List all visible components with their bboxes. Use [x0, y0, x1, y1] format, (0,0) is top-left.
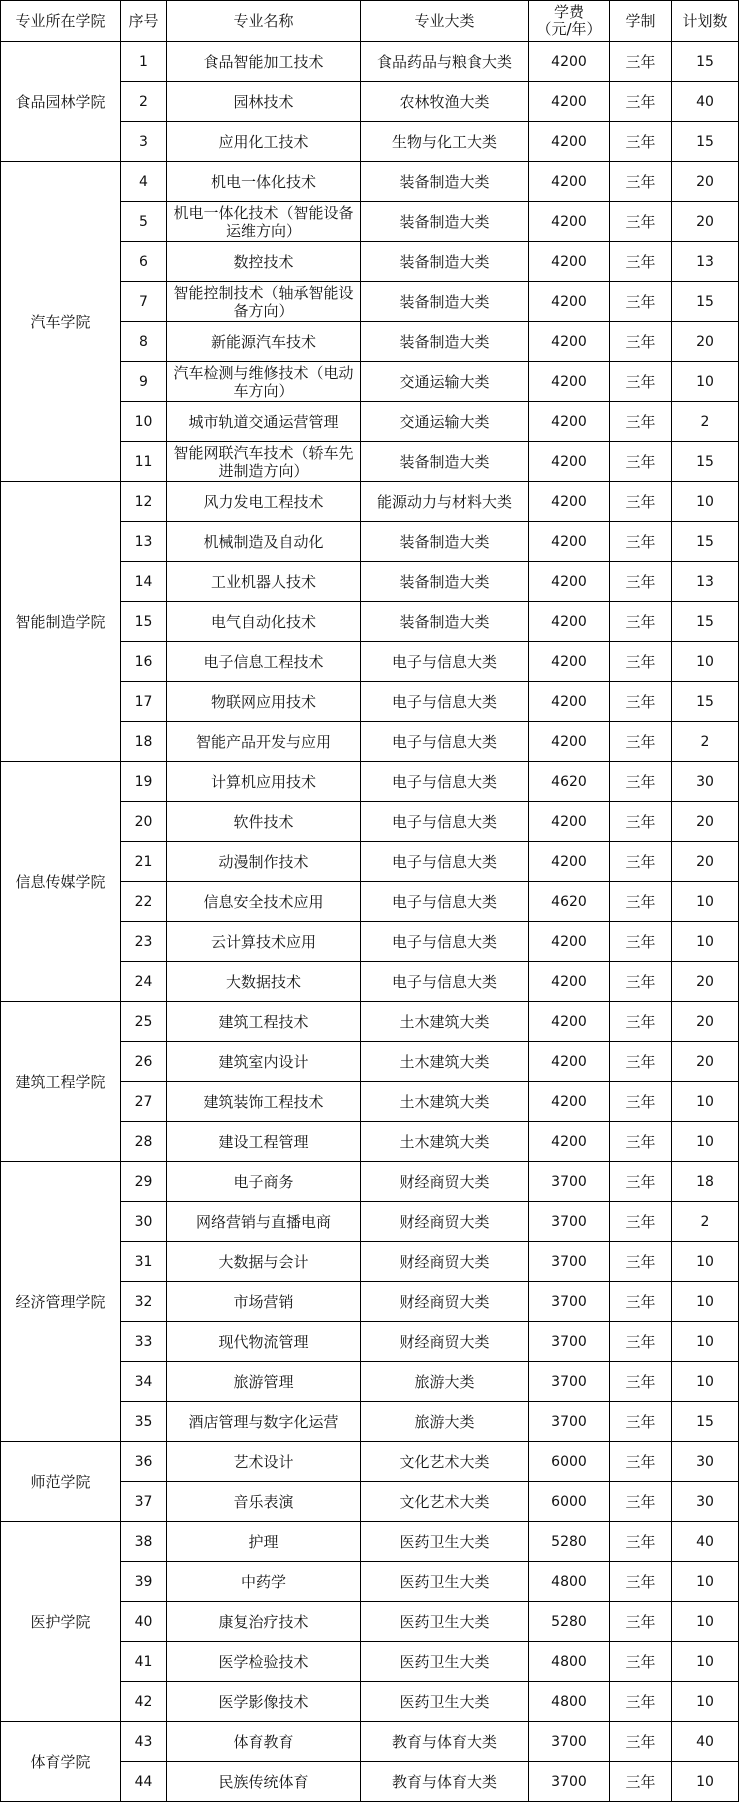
- seq-cell: 3: [121, 122, 167, 162]
- fee-cell: 3700: [529, 1362, 610, 1402]
- duration-cell: 三年: [610, 1202, 672, 1242]
- fee-cell: 4200: [529, 442, 610, 482]
- header-seq: 序号: [121, 1, 167, 42]
- seq-cell: 34: [121, 1362, 167, 1402]
- fee-cell: 3700: [529, 1402, 610, 1442]
- major-cell: 云计算技术应用: [167, 922, 361, 962]
- major-cell: 医学影像技术: [167, 1682, 361, 1722]
- fee-cell: 4200: [529, 42, 610, 82]
- seq-cell: 33: [121, 1322, 167, 1362]
- category-cell: 财经商贸大类: [361, 1282, 529, 1322]
- header-plan: 计划数: [672, 1, 739, 42]
- major-cell: 艺术设计: [167, 1442, 361, 1482]
- fee-cell: 4800: [529, 1642, 610, 1682]
- major-cell: 园林技术: [167, 82, 361, 122]
- fee-cell: 4800: [529, 1562, 610, 1602]
- major-cell: 旅游管理: [167, 1362, 361, 1402]
- category-cell: 电子与信息大类: [361, 922, 529, 962]
- college-cell: 建筑工程学院: [1, 1002, 121, 1162]
- major-cell: 物联网应用技术: [167, 682, 361, 722]
- seq-cell: 26: [121, 1042, 167, 1082]
- seq-cell: 35: [121, 1402, 167, 1442]
- major-cell: 工业机器人技术: [167, 562, 361, 602]
- plan-cell: 10: [672, 1082, 739, 1122]
- major-cell: 建设工程管理: [167, 1122, 361, 1162]
- major-cell: 体育教育: [167, 1722, 361, 1762]
- duration-cell: 三年: [610, 722, 672, 762]
- seq-cell: 14: [121, 562, 167, 602]
- plan-cell: 10: [672, 642, 739, 682]
- major-cell: 食品智能加工技术: [167, 42, 361, 82]
- plan-cell: 40: [672, 1522, 739, 1562]
- seq-cell: 21: [121, 842, 167, 882]
- category-cell: 电子与信息大类: [361, 842, 529, 882]
- duration-cell: 三年: [610, 1122, 672, 1162]
- category-cell: 文化艺术大类: [361, 1482, 529, 1522]
- duration-cell: 三年: [610, 842, 672, 882]
- seq-cell: 37: [121, 1482, 167, 1522]
- fee-cell: 4200: [529, 202, 610, 242]
- fee-cell: 4200: [529, 602, 610, 642]
- seq-cell: 32: [121, 1282, 167, 1322]
- category-cell: 电子与信息大类: [361, 882, 529, 922]
- plan-cell: 10: [672, 882, 739, 922]
- category-cell: 医药卫生大类: [361, 1562, 529, 1602]
- category-cell: 装备制造大类: [361, 202, 529, 242]
- duration-cell: 三年: [610, 522, 672, 562]
- duration-cell: 三年: [610, 1562, 672, 1602]
- seq-cell: 5: [121, 202, 167, 242]
- seq-cell: 10: [121, 402, 167, 442]
- duration-cell: 三年: [610, 162, 672, 202]
- table-row: [1, 482, 739, 522]
- plan-cell: 30: [672, 762, 739, 802]
- fee-cell: 4200: [529, 562, 610, 602]
- seq-cell: 23: [121, 922, 167, 962]
- major-cell: 大数据技术: [167, 962, 361, 1002]
- fee-cell: 4200: [529, 962, 610, 1002]
- category-cell: 能源动力与材料大类: [361, 482, 529, 522]
- major-cell: 护理: [167, 1522, 361, 1562]
- header-row: [1, 1, 739, 42]
- fee-cell: 4200: [529, 362, 610, 402]
- fee-cell: 3700: [529, 1722, 610, 1762]
- fee-cell: 4200: [529, 842, 610, 882]
- category-cell: 医药卫生大类: [361, 1642, 529, 1682]
- plan-cell: 10: [672, 362, 739, 402]
- seq-cell: 29: [121, 1162, 167, 1202]
- major-cell: 新能源汽车技术: [167, 322, 361, 362]
- duration-cell: 三年: [610, 402, 672, 442]
- seq-cell: 11: [121, 442, 167, 482]
- plan-cell: 2: [672, 1202, 739, 1242]
- duration-cell: 三年: [610, 1402, 672, 1442]
- seq-cell: 28: [121, 1122, 167, 1162]
- duration-cell: 三年: [610, 642, 672, 682]
- plan-cell: 10: [672, 1282, 739, 1322]
- header-fee: [529, 1, 610, 42]
- seq-cell: 12: [121, 482, 167, 522]
- category-cell: 医药卫生大类: [361, 1602, 529, 1642]
- category-cell: 土木建筑大类: [361, 1042, 529, 1082]
- header-college: 专业所在学院: [1, 1, 121, 42]
- major-cell: 机电一体化技术（智能设备运维方向）: [167, 202, 361, 242]
- fee-cell: 4800: [529, 1682, 610, 1722]
- seq-cell: 15: [121, 602, 167, 642]
- major-cell: 康复治疗技术: [167, 1602, 361, 1642]
- seq-cell: 22: [121, 882, 167, 922]
- seq-cell: 4: [121, 162, 167, 202]
- fee-cell: 4200: [529, 402, 610, 442]
- category-cell: 财经商贸大类: [361, 1162, 529, 1202]
- table-row: [1, 1522, 739, 1562]
- table-row: [1, 42, 739, 82]
- category-cell: 教育与体育大类: [361, 1722, 529, 1762]
- table-row: [1, 1162, 739, 1202]
- plan-cell: 20: [672, 202, 739, 242]
- duration-cell: 三年: [610, 1722, 672, 1762]
- duration-cell: 三年: [610, 1162, 672, 1202]
- fee-cell: 6000: [529, 1482, 610, 1522]
- fee-cell: 3700: [529, 1322, 610, 1362]
- major-cell: 中药学: [167, 1562, 361, 1602]
- table-row: [1, 1002, 739, 1042]
- major-cell: 智能控制技术（轴承智能设备方向）: [167, 282, 361, 322]
- plan-cell: 10: [672, 1242, 739, 1282]
- duration-cell: 三年: [610, 762, 672, 802]
- duration-cell: 三年: [610, 922, 672, 962]
- category-cell: 食品药品与粮食大类: [361, 42, 529, 82]
- major-cell: 音乐表演: [167, 1482, 361, 1522]
- seq-cell: 18: [121, 722, 167, 762]
- fee-cell: 3700: [529, 1282, 610, 1322]
- duration-cell: 三年: [610, 1762, 672, 1802]
- seq-cell: 43: [121, 1722, 167, 1762]
- college-cell: 食品园林学院: [1, 42, 121, 162]
- seq-cell: 40: [121, 1602, 167, 1642]
- duration-cell: 三年: [610, 962, 672, 1002]
- fee-cell: 4200: [529, 1082, 610, 1122]
- plan-cell: 10: [672, 922, 739, 962]
- category-cell: 电子与信息大类: [361, 682, 529, 722]
- fee-cell: 4200: [529, 122, 610, 162]
- major-cell: 城市轨道交通运营管理: [167, 402, 361, 442]
- table-row: [1, 762, 739, 802]
- major-cell: 计算机应用技术: [167, 762, 361, 802]
- college-cell: 医护学院: [1, 1522, 121, 1722]
- seq-cell: 39: [121, 1562, 167, 1602]
- fee-cell: 4200: [529, 682, 610, 722]
- fee-cell: 4200: [529, 242, 610, 282]
- plan-cell: 20: [672, 162, 739, 202]
- fee-cell: 4200: [529, 1042, 610, 1082]
- fee-cell: 3700: [529, 1762, 610, 1802]
- duration-cell: 三年: [610, 1282, 672, 1322]
- seq-cell: 9: [121, 362, 167, 402]
- category-cell: 生物与化工大类: [361, 122, 529, 162]
- college-cell: 汽车学院: [1, 162, 121, 482]
- category-cell: 电子与信息大类: [361, 722, 529, 762]
- fee-cell: 4620: [529, 762, 610, 802]
- seq-cell: 7: [121, 282, 167, 322]
- seq-cell: 27: [121, 1082, 167, 1122]
- plan-cell: 18: [672, 1162, 739, 1202]
- plan-cell: 15: [672, 122, 739, 162]
- major-cell: 机械制造及自动化: [167, 522, 361, 562]
- fee-cell: 3700: [529, 1202, 610, 1242]
- plan-cell: 30: [672, 1482, 739, 1522]
- fee-cell: 3700: [529, 1242, 610, 1282]
- major-cell: 大数据与会计: [167, 1242, 361, 1282]
- plan-cell: 15: [672, 442, 739, 482]
- duration-cell: 三年: [610, 1442, 672, 1482]
- header-duration: 学制: [610, 1, 672, 42]
- fee-cell: 4200: [529, 802, 610, 842]
- seq-cell: 31: [121, 1242, 167, 1282]
- duration-cell: 三年: [610, 1362, 672, 1402]
- plan-cell: 40: [672, 82, 739, 122]
- table-row: [1, 1722, 739, 1762]
- duration-cell: 三年: [610, 1242, 672, 1282]
- category-cell: 装备制造大类: [361, 442, 529, 482]
- plan-cell: 10: [672, 1642, 739, 1682]
- category-cell: 土木建筑大类: [361, 1002, 529, 1042]
- major-cell: 风力发电工程技术: [167, 482, 361, 522]
- plan-cell: 2: [672, 402, 739, 442]
- duration-cell: 三年: [610, 1002, 672, 1042]
- category-cell: 旅游大类: [361, 1402, 529, 1442]
- major-cell: 汽车检测与维修技术（电动车方向）: [167, 362, 361, 402]
- duration-cell: 三年: [610, 322, 672, 362]
- duration-cell: 三年: [610, 802, 672, 842]
- category-cell: 教育与体育大类: [361, 1762, 529, 1802]
- seq-cell: 25: [121, 1002, 167, 1042]
- seq-cell: 6: [121, 242, 167, 282]
- fee-cell: 5280: [529, 1602, 610, 1642]
- duration-cell: 三年: [610, 442, 672, 482]
- plan-cell: 10: [672, 482, 739, 522]
- duration-cell: 三年: [610, 1522, 672, 1562]
- category-cell: 文化艺术大类: [361, 1442, 529, 1482]
- fee-cell: 4200: [529, 922, 610, 962]
- college-cell: 师范学院: [1, 1442, 121, 1522]
- fee-cell: 4200: [529, 642, 610, 682]
- major-cell: 数控技术: [167, 242, 361, 282]
- category-cell: 财经商贸大类: [361, 1202, 529, 1242]
- category-cell: 装备制造大类: [361, 522, 529, 562]
- category-cell: 电子与信息大类: [361, 802, 529, 842]
- plan-cell: 15: [672, 602, 739, 642]
- category-cell: 装备制造大类: [361, 322, 529, 362]
- category-cell: 装备制造大类: [361, 282, 529, 322]
- plan-cell: 15: [672, 522, 739, 562]
- seq-cell: 13: [121, 522, 167, 562]
- duration-cell: 三年: [610, 1042, 672, 1082]
- fee-cell: 4200: [529, 522, 610, 562]
- major-cell: 智能网联汽车技术（轿车先进制造方向）: [167, 442, 361, 482]
- category-cell: 装备制造大类: [361, 562, 529, 602]
- plan-cell: 20: [672, 802, 739, 842]
- plan-cell: 10: [672, 1602, 739, 1642]
- major-cell: 智能产品开发与应用: [167, 722, 361, 762]
- duration-cell: 三年: [610, 1602, 672, 1642]
- duration-cell: 三年: [610, 122, 672, 162]
- duration-cell: 三年: [610, 362, 672, 402]
- major-cell: 建筑室内设计: [167, 1042, 361, 1082]
- seq-cell: 1: [121, 42, 167, 82]
- header-category: 专业大类: [361, 1, 529, 42]
- duration-cell: 三年: [610, 1082, 672, 1122]
- duration-cell: 三年: [610, 1322, 672, 1362]
- college-cell: 经济管理学院: [1, 1162, 121, 1442]
- major-cell: 电气自动化技术: [167, 602, 361, 642]
- table-body: [1, 42, 739, 1802]
- header-fee-line2: （元/年）: [536, 20, 602, 38]
- major-cell: 建筑装饰工程技术: [167, 1082, 361, 1122]
- seq-cell: 20: [121, 802, 167, 842]
- plan-cell: 15: [672, 1402, 739, 1442]
- fee-cell: 4200: [529, 162, 610, 202]
- plan-cell: 10: [672, 1122, 739, 1162]
- plan-cell: 13: [672, 242, 739, 282]
- category-cell: 交通运输大类: [361, 362, 529, 402]
- plan-cell: 15: [672, 42, 739, 82]
- category-cell: 装备制造大类: [361, 242, 529, 282]
- category-cell: 财经商贸大类: [361, 1242, 529, 1282]
- college-cell: 体育学院: [1, 1722, 121, 1802]
- duration-cell: 三年: [610, 242, 672, 282]
- major-cell: 软件技术: [167, 802, 361, 842]
- major-cell: 网络营销与直播电商: [167, 1202, 361, 1242]
- plan-cell: 13: [672, 562, 739, 602]
- major-cell: 建筑工程技术: [167, 1002, 361, 1042]
- college-cell: 智能制造学院: [1, 482, 121, 762]
- major-cell: 民族传统体育: [167, 1762, 361, 1802]
- seq-cell: 41: [121, 1642, 167, 1682]
- major-cell: 酒店管理与数字化运营: [167, 1402, 361, 1442]
- fee-cell: 4620: [529, 882, 610, 922]
- category-cell: 旅游大类: [361, 1362, 529, 1402]
- category-cell: 装备制造大类: [361, 162, 529, 202]
- duration-cell: 三年: [610, 1682, 672, 1722]
- duration-cell: 三年: [610, 482, 672, 522]
- fee-cell: 3700: [529, 1162, 610, 1202]
- table-row: [1, 162, 739, 202]
- duration-cell: 三年: [610, 82, 672, 122]
- duration-cell: 三年: [610, 1482, 672, 1522]
- plan-cell: 40: [672, 1722, 739, 1762]
- duration-cell: 三年: [610, 602, 672, 642]
- category-cell: 土木建筑大类: [361, 1122, 529, 1162]
- major-cell: 市场营销: [167, 1282, 361, 1322]
- major-cell: 应用化工技术: [167, 122, 361, 162]
- seq-cell: 2: [121, 82, 167, 122]
- plan-cell: 20: [672, 1042, 739, 1082]
- college-cell: 信息传媒学院: [1, 762, 121, 1002]
- plan-cell: 10: [672, 1762, 739, 1802]
- seq-cell: 44: [121, 1762, 167, 1802]
- duration-cell: 三年: [610, 682, 672, 722]
- plan-cell: 10: [672, 1322, 739, 1362]
- plan-cell: 15: [672, 282, 739, 322]
- fee-cell: 4200: [529, 82, 610, 122]
- plan-cell: 2: [672, 722, 739, 762]
- seq-cell: 8: [121, 322, 167, 362]
- fee-cell: 5280: [529, 1522, 610, 1562]
- category-cell: 交通运输大类: [361, 402, 529, 442]
- seq-cell: 38: [121, 1522, 167, 1562]
- major-cell: 电子信息工程技术: [167, 642, 361, 682]
- plan-cell: 15: [672, 682, 739, 722]
- duration-cell: 三年: [610, 202, 672, 242]
- category-cell: 医药卫生大类: [361, 1682, 529, 1722]
- seq-cell: 17: [121, 682, 167, 722]
- seq-cell: 42: [121, 1682, 167, 1722]
- header-fee-line1: 学费: [553, 3, 584, 21]
- seq-cell: 16: [121, 642, 167, 682]
- duration-cell: 三年: [610, 282, 672, 322]
- plan-cell: 20: [672, 962, 739, 1002]
- table-header: [1, 1, 739, 42]
- fee-cell: 4200: [529, 1122, 610, 1162]
- major-cell: 医学检验技术: [167, 1642, 361, 1682]
- duration-cell: 三年: [610, 1642, 672, 1682]
- table-row: [1, 1442, 739, 1482]
- fee-cell: 6000: [529, 1442, 610, 1482]
- major-cell: 动漫制作技术: [167, 842, 361, 882]
- plan-cell: 10: [672, 1562, 739, 1602]
- fee-cell: 4200: [529, 1002, 610, 1042]
- fee-cell: 4200: [529, 482, 610, 522]
- seq-cell: 36: [121, 1442, 167, 1482]
- category-cell: 农林牧渔大类: [361, 82, 529, 122]
- plan-cell: 30: [672, 1442, 739, 1482]
- seq-cell: 19: [121, 762, 167, 802]
- plan-cell: 10: [672, 1682, 739, 1722]
- seq-cell: 24: [121, 962, 167, 1002]
- plan-cell: 20: [672, 322, 739, 362]
- category-cell: 电子与信息大类: [361, 762, 529, 802]
- major-cell: 信息安全技术应用: [167, 882, 361, 922]
- duration-cell: 三年: [610, 42, 672, 82]
- fee-cell: 4200: [529, 322, 610, 362]
- category-cell: 电子与信息大类: [361, 642, 529, 682]
- major-cell: 现代物流管理: [167, 1322, 361, 1362]
- duration-cell: 三年: [610, 562, 672, 602]
- major-cell: 机电一体化技术: [167, 162, 361, 202]
- category-cell: 土木建筑大类: [361, 1082, 529, 1122]
- plan-cell: 20: [672, 1002, 739, 1042]
- category-cell: 电子与信息大类: [361, 962, 529, 1002]
- major-cell: 电子商务: [167, 1162, 361, 1202]
- category-cell: 医药卫生大类: [361, 1522, 529, 1562]
- fee-cell: 4200: [529, 282, 610, 322]
- category-cell: 财经商贸大类: [361, 1322, 529, 1362]
- category-cell: 装备制造大类: [361, 602, 529, 642]
- fee-cell: 4200: [529, 722, 610, 762]
- plan-cell: 10: [672, 1362, 739, 1402]
- plan-cell: 20: [672, 842, 739, 882]
- seq-cell: 30: [121, 1202, 167, 1242]
- header-major: 专业名称: [167, 1, 361, 42]
- duration-cell: 三年: [610, 882, 672, 922]
